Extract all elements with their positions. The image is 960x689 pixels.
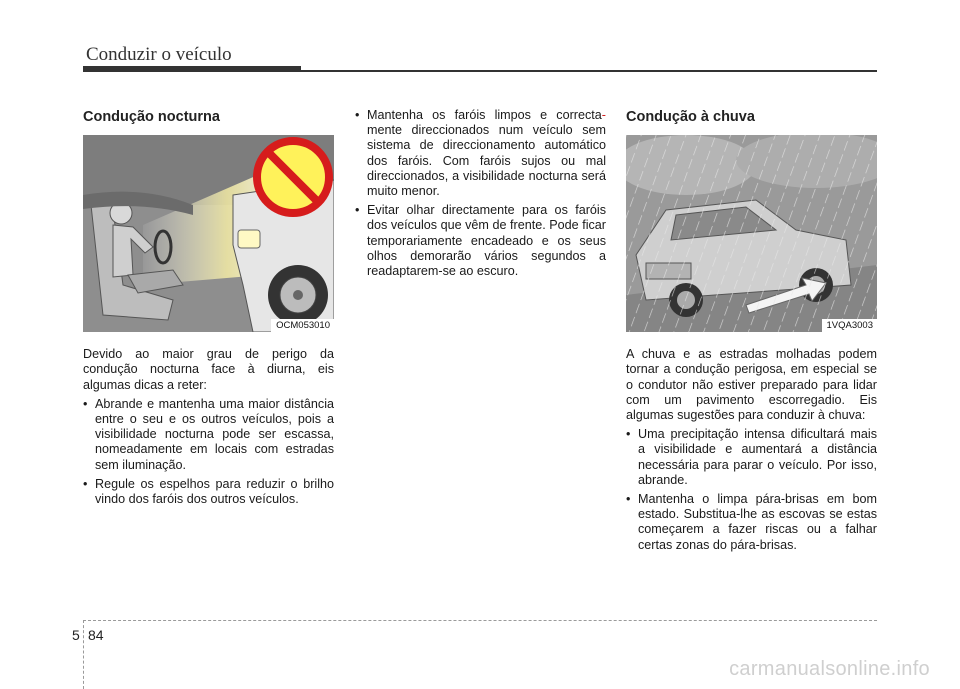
bullet-text-end: mente direccionados num veículo sem sistema de direccionamento automático dos faróis. Com faróis sujos ou mal direccionados, a visibilidade nocturna será muito menor. [367,123,606,199]
night-driving-illustration [83,135,334,332]
section-heading-rain: Condução à chuva [626,109,755,125]
rain-driving-illustration [626,135,877,332]
header-title: Conduzir o veículo [86,44,232,65]
page-number: 84 [88,627,104,643]
column-night-driving-continued [355,108,606,283]
list-item: • Mantenha o limpa pára-brisas em bom estado. Substitua-lhe as escovas se estas começarem a fazer riscas ou a falhar certas zonas do pára-brisas. [626,492,877,553]
rain-tips-list [626,427,877,553]
night-tips-list-continued [355,108,606,279]
footer-divider [83,620,84,689]
column-rain-driving [626,110,877,557]
night-intro-paragraph: Devido ao maior grau de perigo da condução nocturna face à diurna, eis algumas dicas a reter: [83,347,334,392]
bullet-text-start: Mantenha os faróis limpos e correcta [367,108,602,122]
column-night-driving [83,110,334,511]
figure-code: 1VQA3003 [822,319,877,332]
footer-rule [83,620,877,621]
section-heading-night: Condução nocturna [83,109,220,125]
list-item: • Regule os espelhos para reduzir o brilho vindo dos faróis dos outros veículos. [83,477,334,507]
list-item: • Uma precipitação intensa dificultará mais a visibilidade e aumentará a distância necessária para parar o veículo. Por isso, abrande. [626,427,877,488]
red-hyphen: - [601,108,606,122]
night-driving-image [83,135,334,332]
figure-code: OCM053010 [271,319,334,332]
rain-intro-paragraph: A chuva e as estradas molhadas podem tornar a condução perigosa, em especial se o condutor não estiver preparado para lidar com um pavimento escorregadio. Eis algumas sugestões para conduzir à chuva: [626,347,877,423]
watermark: carmanualsonline.info [729,658,930,680]
header-rule-thin [301,70,877,72]
list-item: • Abrande e mantenha uma maior distância entre o seu e os outros veículos, pois a visibilidade nocturna pode ser escassa, nomeadamente em locais com estradas sem iluminação. [83,397,334,473]
night-tips-list [83,397,334,507]
chapter-number: 5 [72,627,80,643]
header-rule-thick [83,66,301,72]
list-item: • Evitar olhar directamente para os faróis dos veículos que vêm de frente. Pode ficar temporariamente encadeado e os seus olhos demorarão vários segundos a readaptarem-se ao escuro. [355,203,606,279]
rain-driving-image [626,135,877,332]
list-item [355,108,606,199]
